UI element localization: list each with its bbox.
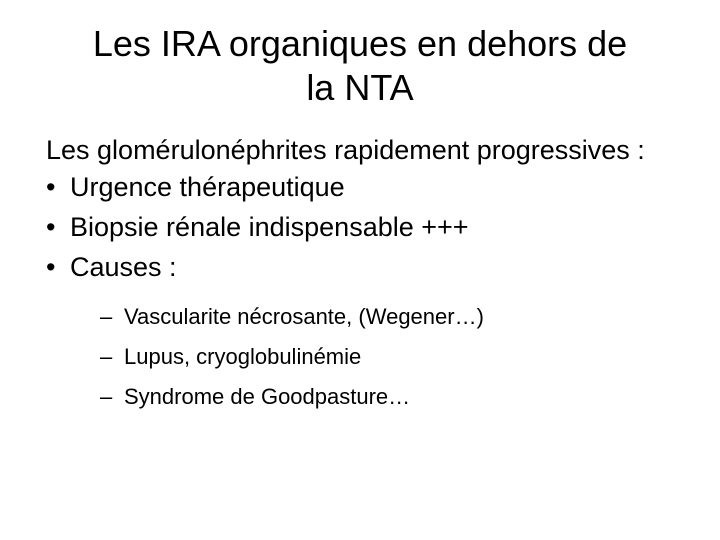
- bullet-text: Biopsie rénale indispensable +++: [70, 212, 469, 242]
- slide-body: [46, 133, 686, 417]
- sub-bullet-marker: –: [100, 384, 113, 409]
- bullet-item: [46, 207, 686, 247]
- bullet-marker: •: [46, 252, 56, 282]
- bullet-marker: •: [46, 212, 56, 242]
- sub-bullet-marker: –: [100, 304, 113, 329]
- bullet-list: [46, 167, 686, 417]
- sub-bullet-list: [70, 297, 686, 417]
- title-line-2: la NTA: [306, 67, 414, 108]
- bullet-text: Causes :: [70, 252, 177, 282]
- bullet-item: [46, 167, 686, 207]
- sub-bullet-text: Vascularite nécrosante, (Wegener…): [124, 304, 484, 329]
- sub-bullet-item: [100, 377, 686, 417]
- sub-bullet-item: [100, 337, 686, 377]
- title-line-1: Les IRA organiques en dehors de: [92, 23, 628, 64]
- sub-bullet-marker: –: [100, 344, 113, 369]
- sub-bullet-text: Syndrome de Goodpasture…: [124, 384, 411, 409]
- sub-bullet-text: Lupus, cryoglobulinémie: [124, 344, 362, 369]
- bullet-item: [46, 247, 686, 417]
- bullet-marker: •: [46, 172, 56, 202]
- sub-bullet-item: [100, 297, 686, 337]
- intro-text: Les glomérulonéphrites rapidement progressives :: [46, 135, 645, 165]
- bullet-text: Urgence thérapeutique: [70, 172, 345, 202]
- slide-title: [40, 22, 680, 110]
